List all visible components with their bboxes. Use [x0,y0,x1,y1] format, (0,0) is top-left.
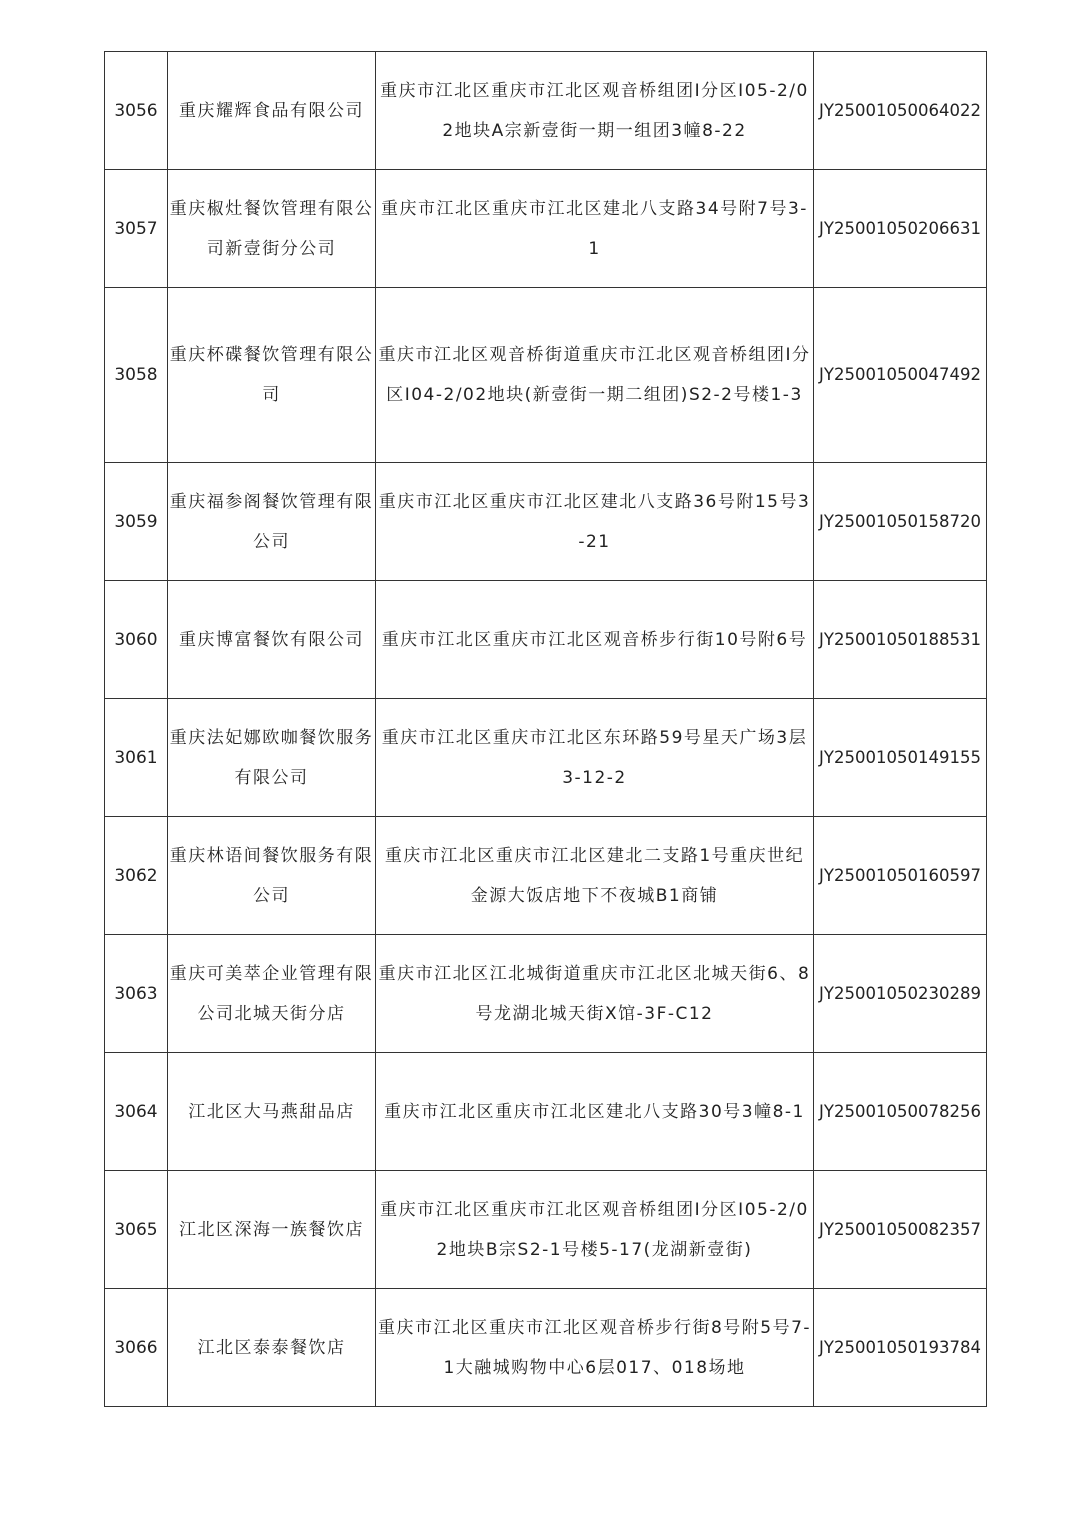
table-row [105,935,987,1053]
table-row [105,1289,987,1407]
address-cell: 重庆市江北区观音桥街道重庆市江北区观音桥组团Ⅰ分区I04-2/02地块(新壹街一期二组团)S2-2号楼1-3 [376,288,814,463]
address-cell: 重庆市江北区江北城街道重庆市江北区北城天街6、8号龙湖北城天街X馆-3F-C12 [376,935,814,1053]
business-name-cell: 重庆林语间餐饮服务有限公司 [168,817,376,935]
row-number-cell: 3066 [105,1289,168,1407]
address-cell: 重庆市江北区重庆市江北区建北八支路30号3幢8-1 [376,1053,814,1171]
business-name-cell: 重庆椒灶餐饮管理有限公司新壹街分公司 [168,170,376,288]
row-number-cell: 3063 [105,935,168,1053]
row-number-cell: 3065 [105,1171,168,1289]
address-cell: 重庆市江北区重庆市江北区观音桥步行街10号附6号 [376,581,814,699]
license-number-cell: JY25001050160597 [814,817,987,935]
address-cell: 重庆市江北区重庆市江北区观音桥组团Ⅰ分区I05-2/02地块A宗新壹街一期一组团3幢8-22 [376,52,814,170]
business-name-cell: 重庆福参阁餐饮管理有限公司 [168,463,376,581]
address-cell: 重庆市江北区重庆市江北区观音桥组团Ⅰ分区I05-2/02地块B宗S2-1号楼5-17(龙湖新壹街) [376,1171,814,1289]
table-row [105,581,987,699]
business-name-cell: 江北区泰泰餐饮店 [168,1289,376,1407]
license-number-cell: JY25001050082357 [814,1171,987,1289]
license-number-cell: JY25001050230289 [814,935,987,1053]
license-number-cell: JY25001050047492 [814,288,987,463]
table-row [105,699,987,817]
address-cell: 重庆市江北区重庆市江北区观音桥步行街8号附5号7-1大融城购物中心6层017、018场地 [376,1289,814,1407]
business-name-cell: 江北区大马燕甜品店 [168,1053,376,1171]
row-number-cell: 3059 [105,463,168,581]
business-name-cell: 重庆博富餐饮有限公司 [168,581,376,699]
license-number-cell: JY25001050064022 [814,52,987,170]
address-cell: 重庆市江北区重庆市江北区建北八支路36号附15号3-21 [376,463,814,581]
business-name-cell: 重庆法妃娜欧咖餐饮服务有限公司 [168,699,376,817]
license-number-cell: JY25001050188531 [814,581,987,699]
address-cell: 重庆市江北区重庆市江北区建北二支路1号重庆世纪金源大饭店地下不夜城B1商铺 [376,817,814,935]
table-row [105,170,987,288]
business-name-cell: 重庆杯碟餐饮管理有限公司 [168,288,376,463]
address-cell: 重庆市江北区重庆市江北区东环路59号星天广场3层3-12-2 [376,699,814,817]
license-number-cell: JY25001050149155 [814,699,987,817]
table-row [105,1171,987,1289]
license-number-cell: JY25001050206631 [814,170,987,288]
row-number-cell: 3064 [105,1053,168,1171]
license-number-cell: JY25001050078256 [814,1053,987,1171]
row-number-cell: 3057 [105,170,168,288]
row-number-cell: 3061 [105,699,168,817]
row-number-cell: 3058 [105,288,168,463]
row-number-cell: 3062 [105,817,168,935]
row-number-cell: 3060 [105,581,168,699]
business-name-cell: 重庆可美萃企业管理有限公司北城天街分店 [168,935,376,1053]
table-row [105,1053,987,1171]
address-cell: 重庆市江北区重庆市江北区建北八支路34号附7号3-1 [376,170,814,288]
table-row [105,463,987,581]
row-number-cell: 3056 [105,52,168,170]
business-name-cell: 江北区深海一族餐饮店 [168,1171,376,1289]
license-number-cell: JY25001050193784 [814,1289,987,1407]
table-row [105,817,987,935]
table-row [105,52,987,170]
records-table [104,51,987,1407]
table-row [105,288,987,463]
license-number-cell: JY25001050158720 [814,463,987,581]
business-name-cell: 重庆耀辉食品有限公司 [168,52,376,170]
